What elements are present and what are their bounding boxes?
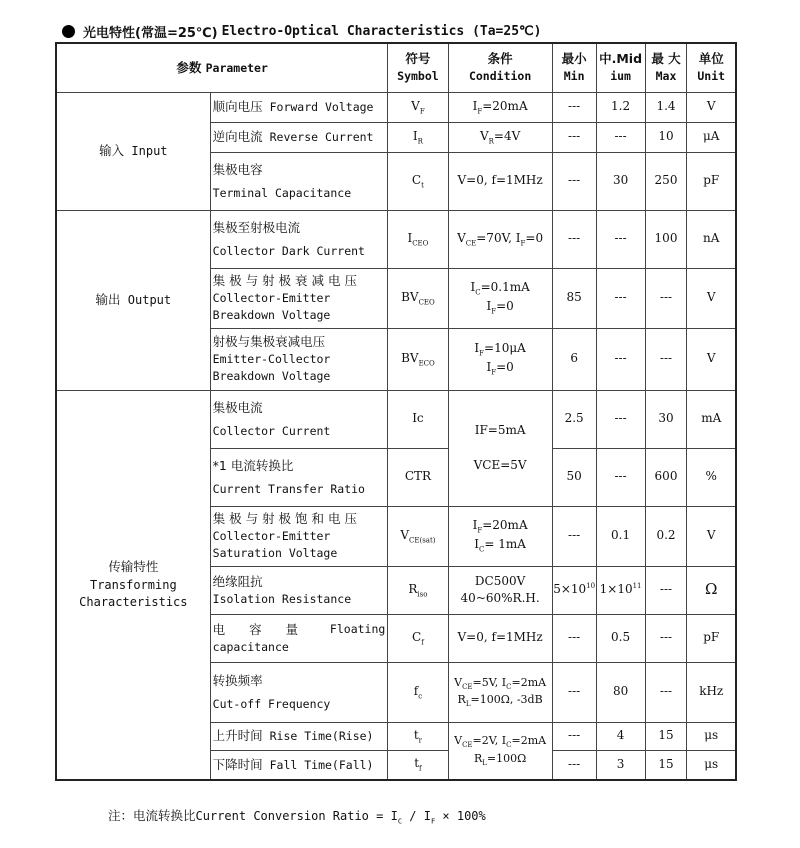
param-terminal-capacitance: 集极电容 Terminal Capacitance <box>210 152 388 210</box>
max-ic: 30 <box>645 390 687 448</box>
param-reverse-current: 逆向电流 Reverse Current <box>210 122 388 152</box>
min-iceo: --- <box>552 210 596 268</box>
unit-bvceo: V <box>687 268 736 328</box>
condition-vf: $I_F=20mA$ <box>448 92 552 122</box>
symbol-cf: $C_f$ <box>388 614 448 662</box>
unit-fc: kHz <box>687 662 736 722</box>
header-mid: 中.Mid ium <box>596 43 645 92</box>
group-transfer: 传输特性 Transforming Characteristics <box>56 390 210 780</box>
table-row <box>56 92 736 122</box>
param-rise-time: 上升时间 Rise Time(Rise) <box>210 722 388 750</box>
unit-bveco: V <box>687 328 736 390</box>
unit-tr: μs <box>687 722 736 750</box>
group-input: 输入 Input <box>56 92 210 210</box>
symbol-bvceo: $BV_{CEO}$ <box>388 268 448 328</box>
condition-vcesat: $I_F=20mA$ $I_C= 1mA$ <box>448 506 552 566</box>
param-forward-voltage: 顺向电压 Forward Voltage <box>210 92 388 122</box>
min-bveco: 6 <box>552 328 596 390</box>
symbol-ctr: CTR <box>388 448 448 506</box>
condition-riso: DC500V 40~60%R.H. <box>448 566 552 614</box>
max-tr: 15 <box>645 722 687 750</box>
condition-bvceo: $I_C=0.1mA$ $I_F=0$ <box>448 268 552 328</box>
max-ct: 250 <box>645 152 687 210</box>
param-collector-dark-current: 集极至射极电流 Collector Dark Current <box>210 210 388 268</box>
header-max: 最 大 Max <box>645 43 687 92</box>
max-cf: --- <box>645 614 687 662</box>
mid-vf: 1.2 <box>596 92 645 122</box>
mid-ir: --- <box>596 122 645 152</box>
unit-vf: V <box>687 92 736 122</box>
min-tf: --- <box>552 750 596 780</box>
min-vf: --- <box>552 92 596 122</box>
table-header-row <box>56 43 736 92</box>
symbol-vcesat: $V_{CE(sat)}$ <box>388 506 448 566</box>
header-condition: 条件 Condition <box>448 43 552 92</box>
min-bvceo: 85 <box>552 268 596 328</box>
min-ir: --- <box>552 122 596 152</box>
unit-riso: Ω <box>687 566 736 614</box>
param-collector-current: 集极电流 Collector Current <box>210 390 388 448</box>
min-riso: $5\times 10^{10}$ <box>552 566 596 614</box>
min-vcesat: --- <box>552 506 596 566</box>
min-ctr: 50 <box>552 448 596 506</box>
condition-iceo: $V_{CE}=70V$, $I_F=0$ <box>448 210 552 268</box>
max-vcesat: 0.2 <box>645 506 687 566</box>
param-cutoff-frequency: 转换频率 Cut-off Frequency <box>210 662 388 722</box>
max-riso: --- <box>645 566 687 614</box>
header-min: 最小 Min <box>552 43 596 92</box>
symbol-iceo: $I_{CEO}$ <box>388 210 448 268</box>
max-vf: 1.4 <box>645 92 687 122</box>
symbol-ic: Ic <box>388 390 448 448</box>
max-ir: 10 <box>645 122 687 152</box>
header-unit: 单位 Unit <box>687 43 736 92</box>
param-floating-capacitance: 电 容 量 Floating capacitance <box>210 614 388 662</box>
unit-cf: pF <box>687 614 736 662</box>
symbol-vf: $V_F$ <box>388 92 448 122</box>
max-tf: 15 <box>645 750 687 780</box>
mid-fc: 80 <box>596 662 645 722</box>
param-ec-breakdown: 射极与集极衰减电压 Emitter-Collector Breakdown Voltage <box>210 328 388 390</box>
param-ce-breakdown: 集 极 与 射 极 衰 减 电 压 Collector-Emitter Breakdown Voltage <box>210 268 388 328</box>
mid-ic: --- <box>596 390 645 448</box>
condition-ir: $V_R=4V$ <box>448 122 552 152</box>
heading-zh: 光电特性(常温=25℃) <box>83 25 218 41</box>
min-ct: --- <box>552 152 596 210</box>
symbol-tr: $t_r$ <box>388 722 448 750</box>
mid-bveco: --- <box>596 328 645 390</box>
mid-cf: 0.5 <box>596 614 645 662</box>
max-bvceo: --- <box>645 268 687 328</box>
mid-vcesat: 0.1 <box>596 506 645 566</box>
condition-ic-ctr: IF=5mA VCE=5V <box>448 390 552 506</box>
max-ctr: 600 <box>645 448 687 506</box>
mid-ctr: --- <box>596 448 645 506</box>
mid-ct: 30 <box>596 152 645 210</box>
mid-tf: 3 <box>596 750 645 780</box>
min-tr: --- <box>552 722 596 750</box>
max-bveco: --- <box>645 328 687 390</box>
symbol-ir: $I_R$ <box>388 122 448 152</box>
mid-bvceo: --- <box>596 268 645 328</box>
unit-ctr: % <box>687 448 736 506</box>
unit-tf: μs <box>687 750 736 780</box>
min-ic: 2.5 <box>552 390 596 448</box>
condition-bveco: $I_F=10\mu A$ $I_F=0$ <box>448 328 552 390</box>
condition-ct: V=0, f=1MHz <box>448 152 552 210</box>
min-cf: --- <box>552 614 596 662</box>
unit-iceo: nA <box>687 210 736 268</box>
condition-cf: V=0, f=1MHz <box>448 614 552 662</box>
max-iceo: 100 <box>645 210 687 268</box>
table-row <box>56 210 736 268</box>
symbol-ct: $C_t$ <box>388 152 448 210</box>
symbol-tf: $t_f$ <box>388 750 448 780</box>
symbol-fc: $f_c$ <box>388 662 448 722</box>
table-row <box>56 390 736 448</box>
heading-en: Electro-Optical Characteristics (Ta=25℃) <box>221 23 542 39</box>
mid-riso: $1\times 10^{11}$ <box>596 566 645 614</box>
condition-switching: $V_{CE}=2V$, $I_C=2mA$ $R_L=100\Omega$ <box>448 722 552 780</box>
unit-ct: pF <box>687 152 736 210</box>
param-fall-time: 下降时间 Fall Time(Fall) <box>210 750 388 780</box>
section-heading <box>62 20 541 42</box>
unit-ir: μA <box>687 122 736 152</box>
mid-iceo: --- <box>596 210 645 268</box>
unit-ic: mA <box>687 390 736 448</box>
bullet-icon <box>62 25 75 38</box>
symbol-riso: $R_{iso}$ <box>388 566 448 614</box>
param-isolation-resistance: 绝缘阻抗 Isolation Resistance <box>210 566 388 614</box>
header-symbol: 符号 Symbol <box>388 43 448 92</box>
condition-fc: $V_{CE}=5V$, $I_C=2mA$ $R_L=100\Omega$, -3dB <box>448 662 552 722</box>
mid-tr: 4 <box>596 722 645 750</box>
header-parameter: 参数 Parameter <box>56 43 388 92</box>
group-output: 输出 Output <box>56 210 210 390</box>
electro-optical-table <box>55 42 737 781</box>
symbol-bveco: $BV_{ECO}$ <box>388 328 448 390</box>
max-fc: --- <box>645 662 687 722</box>
footnote: 注：电流转换比Current Conversion Ratio = $I_C / I_F \times 100\%$ <box>108 808 486 826</box>
min-fc: --- <box>552 662 596 722</box>
param-ce-saturation: 集 极 与 射 极 饱 和 电 压 Collector-Emitter Saturation Voltage <box>210 506 388 566</box>
param-ctr: *1 电流转换比 Current Transfer Ratio <box>210 448 388 506</box>
unit-vcesat: V <box>687 506 736 566</box>
